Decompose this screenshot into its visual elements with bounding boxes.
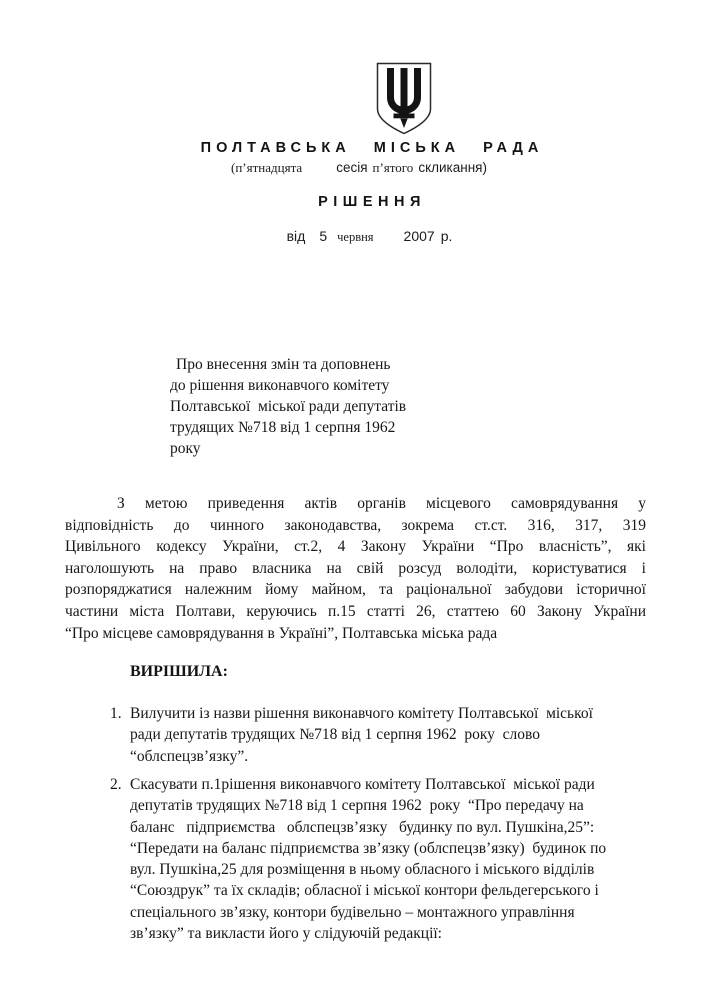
text-line: спеціального зв’язку, контори будівельно – монтажного управління [130, 903, 575, 921]
ukraine-trident-icon [374, 61, 434, 137]
text-line: зв’язку” та викласти його у слідуючій редакції: [130, 925, 442, 943]
org-name-title: ПОЛТАВСЬКА МІСЬКА РАДА [200, 140, 544, 156]
item-number: 1. [110, 705, 122, 722]
session-subtitle [12, 160, 706, 176]
text-line: Про внесення змін та доповнень [176, 356, 391, 373]
text-line: “облспецзв’язку”. [130, 747, 249, 765]
resolution-item-1 [110, 703, 593, 767]
date-year: 2007 [403, 228, 435, 244]
item-number: 2. [110, 776, 122, 793]
text-line: Вилучити із назви рішення виконавчого комітету Полтавської міської [130, 705, 593, 722]
date-suffix: р. [440, 228, 453, 244]
text-line: до рішення виконавчого комітету [170, 377, 390, 394]
text-line: наголошують на право власника на свій розсуд володіти, користуватися і [65, 559, 646, 577]
text-line: Полтавської міської ради депутатів [170, 398, 407, 415]
text-line: частини міста Полтави, керуючись п.15 статті 26, статтею 60 Закону України [65, 602, 646, 620]
text-line: З метою приведення актів органів місцевого самоврядування у [117, 495, 646, 512]
item-text [130, 774, 606, 944]
session-ordinal-open: (п’ятнадцята [231, 160, 303, 175]
subject-block [170, 354, 480, 459]
resolution-item-2 [110, 774, 606, 944]
session-convocation-ordinal: п’ятого [372, 160, 414, 175]
text-line: Цивільного кодексу України, ст.2, 4 Закону України “Про власність”, які [65, 538, 646, 556]
text-line: баланс підприємства облспецзв’язку будинку по вул. Пушкіна,25”: [130, 818, 595, 836]
doc-type-title: РІШЕННЯ [318, 194, 426, 210]
date-day: 5 [319, 228, 328, 244]
preamble-paragraph [65, 493, 646, 644]
text-line: року [170, 440, 201, 457]
item-text [130, 703, 593, 767]
session-word: сесія [336, 160, 368, 175]
date-prefix: від [286, 228, 306, 244]
text-line: депутатів трудящих №718 від 1 серпня 1962 року “Про передачу на [130, 797, 584, 815]
text-line: відповідність до чинного законодавства, зокрема ст.ст. 316, 317, 319 [65, 516, 646, 534]
text-line: “Про місцеве самоврядування в Україні”, Полтавська міська рада [65, 624, 498, 642]
resolution-heading: ВИРІШИЛА: [130, 663, 228, 680]
text-line: “Передати на баланс підприємства зв’язку (облспецзв’язку) будинок по [130, 839, 607, 857]
session-word-close: скликання) [418, 160, 487, 175]
date-month: червня [337, 230, 374, 244]
text-line: “Союздрук” та їх складів; обласної і міської контори фельдегерського і [130, 882, 599, 900]
text-line: ради депутатів трудящих №718 від 1 серпня 1962 року слово [130, 726, 540, 744]
text-line: трудящих №718 від 1 серпня 1962 [170, 419, 396, 436]
text-line: розпоряджатися належним йому майном, та раціональної забудови історичної [65, 581, 646, 599]
date-line [33, 228, 706, 245]
text-line: вул. Пушкіна,25 для розміщення в ньому обласного і міського відділів [130, 861, 595, 879]
text-line: Скасувати п.1рішення виконавчого комітету Полтавської міської ради [130, 776, 595, 793]
